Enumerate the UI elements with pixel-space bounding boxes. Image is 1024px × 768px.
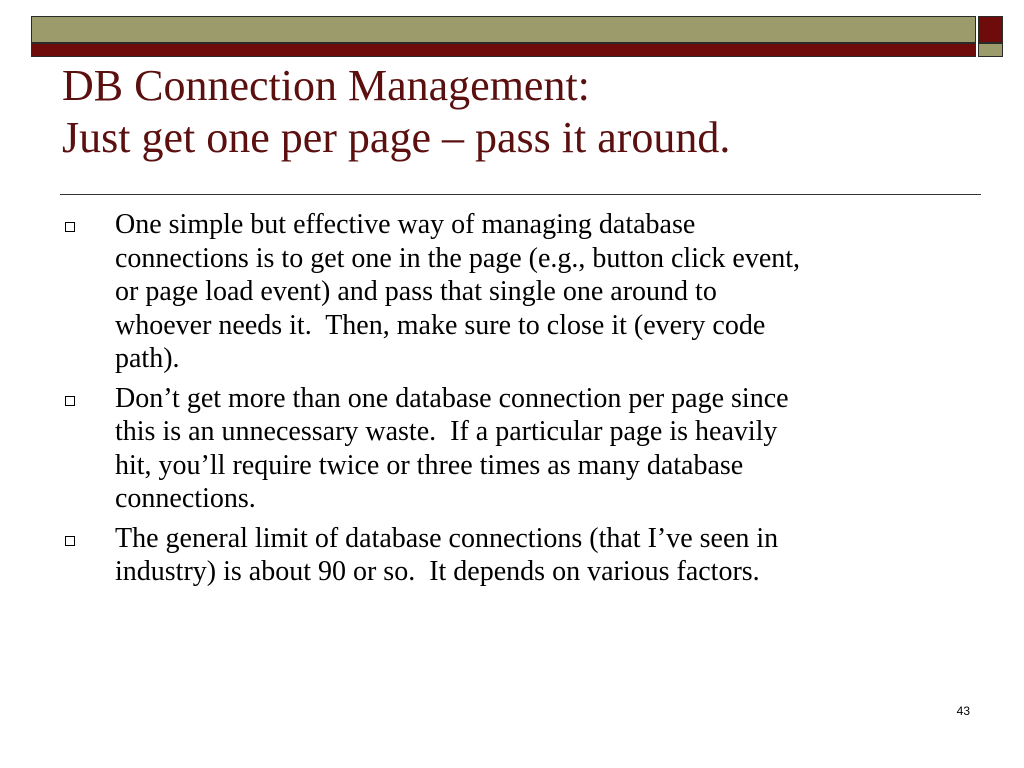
title-divider — [60, 194, 981, 195]
bullet-item — [64, 208, 964, 376]
slide-title-line: DB Connection Management: — [62, 61, 590, 110]
page-number: 43 — [956, 704, 970, 718]
header-maroon-bar — [31, 43, 976, 57]
bullet-list — [64, 208, 964, 595]
hollow-square-bullet-icon — [65, 222, 75, 232]
bullet-line: hit, you’ll require twice or three times as many database — [115, 449, 744, 481]
bullet-item — [64, 382, 964, 516]
bullet-line: connections. — [115, 483, 256, 514]
header-olive-bar — [31, 16, 976, 43]
bullet-line: whoever needs it. Then, make sure to close it (every code — [115, 309, 766, 341]
bullet-line: Don’t get more than one database connection per page since — [115, 382, 789, 414]
bullet-line: connections is to get one in the page (e.g., button click event, — [115, 242, 801, 274]
header-olive-square — [978, 43, 1003, 57]
bullet-line: One simple but effective way of managing database — [115, 209, 696, 240]
bullet-item — [64, 522, 964, 589]
slide-title — [62, 60, 992, 164]
bullet-line: The general limit of database connections (that I’ve seen in — [115, 522, 779, 554]
bullet-line: industry) is about 90 or so. It depends on various factors. — [115, 556, 760, 587]
hollow-square-bullet-icon — [65, 396, 75, 406]
bullet-line: this is an unnecessary waste. If a particular page is heavily — [115, 416, 778, 447]
bullet-text — [115, 522, 964, 589]
hollow-square-bullet-icon — [65, 536, 75, 546]
header-maroon-square — [978, 16, 1003, 43]
bullet-text — [115, 382, 964, 516]
bullet-line: path). — [115, 343, 180, 374]
bullet-text — [115, 208, 964, 376]
slide-subtitle-line: Just get one per page – pass it around. — [62, 113, 731, 162]
bullet-line: or page load event) and pass that single one around to — [115, 276, 717, 307]
